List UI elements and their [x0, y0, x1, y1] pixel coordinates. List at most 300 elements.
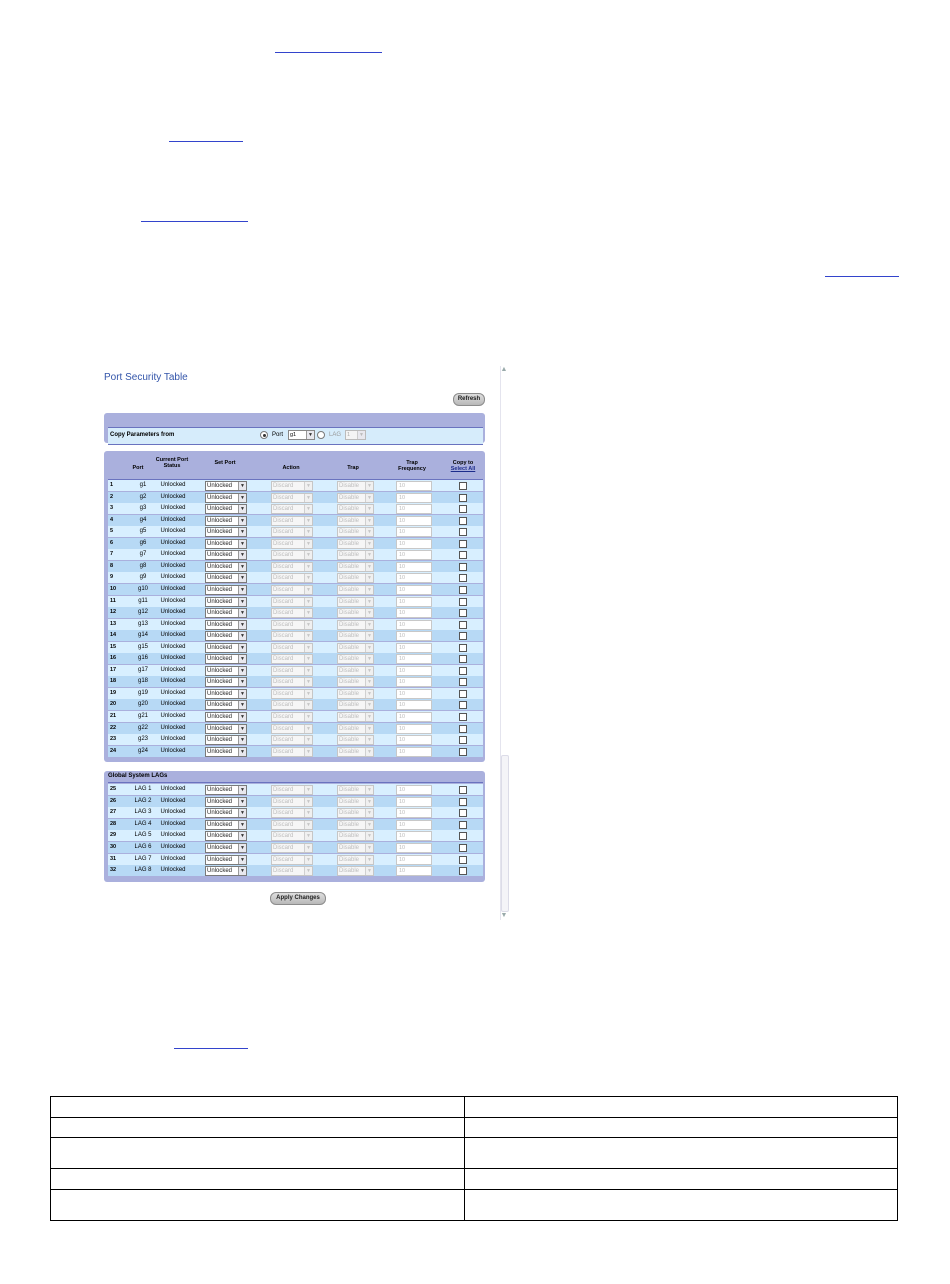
trap-value: Disable [339, 821, 360, 828]
copy-to-checkbox[interactable] [459, 482, 467, 490]
trap-frequency-input[interactable]: 10 [396, 677, 432, 687]
header-current-port-status: Current Port Status [155, 457, 189, 469]
chevron-down-icon: ▼ [238, 678, 246, 686]
action-select[interactable] [271, 573, 313, 583]
trap-frequency-input[interactable]: 10 [396, 735, 432, 745]
copy-to-checkbox[interactable] [459, 655, 467, 663]
set-port-select[interactable] [205, 527, 247, 537]
set-port-select[interactable] [205, 785, 247, 795]
trap-frequency-input[interactable]: 10 [396, 666, 432, 676]
trap-select[interactable] [337, 666, 374, 676]
trap-frequency-input[interactable]: 10 [396, 620, 432, 630]
table-row [108, 665, 483, 676]
action-select[interactable] [271, 493, 313, 503]
action-select[interactable] [271, 712, 313, 722]
chevron-down-icon: ▼ [365, 798, 373, 806]
chevron-down-icon: ▼ [365, 786, 373, 794]
current-port-status: Unlocked [160, 797, 186, 804]
action-value: Discard [273, 575, 294, 582]
copy-to-checkbox[interactable] [459, 821, 467, 829]
trap-select[interactable] [337, 493, 374, 503]
chevron-down-icon: ▼ [365, 551, 373, 559]
action-select[interactable] [271, 631, 313, 641]
trap-select[interactable] [337, 855, 374, 865]
table-row [108, 526, 483, 537]
action-value: Discard [273, 714, 294, 720]
trap-frequency-input[interactable]: 10 [396, 527, 432, 537]
copy-to-checkbox[interactable] [459, 786, 467, 794]
row-number: 2 [110, 493, 114, 500]
set-port-select[interactable] [205, 631, 247, 641]
row-number: 14 [110, 632, 117, 639]
copy-to-checkbox[interactable] [459, 667, 467, 675]
row-number: 27 [110, 809, 117, 816]
trap-select[interactable] [337, 843, 374, 853]
action-select[interactable] [271, 643, 313, 653]
set-port-select[interactable] [205, 539, 247, 549]
trap-select[interactable] [337, 808, 374, 818]
chevron-down-icon: ▼ [304, 574, 312, 582]
set-port-select[interactable] [205, 843, 247, 853]
action-select[interactable] [271, 620, 313, 630]
table-row [51, 1118, 898, 1138]
current-port-status: Unlocked [160, 747, 186, 754]
set-port-value: Unlocked [207, 586, 233, 593]
trap-select[interactable] [337, 550, 374, 560]
action-value: Discard [273, 633, 294, 640]
row-number: 15 [110, 643, 117, 650]
chevron-down-icon: ▼ [365, 736, 373, 744]
chevron-down-icon: ▼ [304, 551, 312, 559]
port-name: LAG 3 [134, 809, 152, 816]
chevron-down-icon: ▼ [304, 786, 312, 794]
trap-frequency-input[interactable]: 10 [396, 843, 432, 853]
trap-frequency-input[interactable]: 10 [396, 481, 432, 491]
table-row [108, 734, 483, 745]
set-port-select[interactable] [205, 597, 247, 607]
action-select[interactable] [271, 562, 313, 572]
doc-link-3[interactable] [141, 221, 248, 222]
trap-select[interactable] [337, 597, 374, 607]
trap-value: Disable [339, 714, 360, 720]
header-trap: Trap [347, 465, 359, 471]
trap-select[interactable] [337, 820, 374, 830]
current-port-status: Unlocked [160, 786, 186, 792]
set-port-select[interactable] [205, 724, 247, 734]
action-select[interactable] [271, 516, 313, 526]
set-port-select[interactable] [205, 504, 247, 514]
trap-select[interactable] [337, 724, 374, 734]
action-select[interactable] [271, 539, 313, 549]
action-value: Discard [273, 656, 294, 663]
table-cell [465, 1190, 898, 1221]
select-all-link[interactable]: Select All [450, 466, 476, 472]
copy-lag-label: LAG [329, 432, 342, 438]
current-port-status: Unlocked [160, 689, 186, 696]
chevron-down-icon: ▼ [304, 494, 312, 502]
action-select[interactable] [271, 550, 313, 560]
trap-frequency-input[interactable]: 10 [396, 608, 432, 618]
copy-to-checkbox[interactable] [459, 505, 467, 513]
trap-frequency-input[interactable]: 10 [396, 797, 432, 807]
row-number: 16 [110, 655, 117, 662]
action-select[interactable] [271, 654, 313, 664]
table-row [108, 723, 483, 734]
refresh-button[interactable]: Refresh [453, 393, 485, 406]
copy-to-checkbox[interactable] [459, 701, 467, 709]
set-port-value: Unlocked [207, 575, 233, 582]
copy-lag-value: 1 [347, 432, 351, 438]
chevron-down-icon: ▼ [304, 844, 312, 852]
port-name: g24 [137, 747, 148, 754]
action-select[interactable] [271, 747, 313, 757]
current-port-status: Unlocked [160, 701, 186, 708]
action-select[interactable] [271, 855, 313, 865]
apply-changes-button[interactable]: Apply Changes [270, 892, 326, 905]
set-port-select[interactable] [205, 666, 247, 676]
trap-select[interactable] [337, 504, 374, 514]
action-select[interactable] [271, 608, 313, 618]
trap-select[interactable] [337, 797, 374, 807]
copy-from-port-radio[interactable] [260, 431, 268, 439]
trap-select[interactable] [337, 785, 374, 795]
action-value: Discard [273, 586, 294, 593]
scrollbar-thumb[interactable] [501, 755, 509, 912]
set-port-select[interactable] [205, 747, 247, 757]
set-port-select[interactable] [205, 855, 247, 865]
chevron-down-icon: ▼ [304, 678, 312, 686]
copy-to-checkbox[interactable] [459, 748, 467, 756]
trap-frequency-input[interactable]: 10 [396, 573, 432, 583]
trap-frequency-input[interactable]: 10 [396, 689, 432, 699]
chevron-down-icon: ▼ [304, 505, 312, 513]
chevron-down-icon: ▼ [238, 690, 246, 698]
chevron-down-icon: ▼ [238, 725, 246, 733]
trap-frequency-input[interactable]: 10 [396, 516, 432, 526]
set-port-value: Unlocked [207, 821, 233, 828]
table-row [108, 492, 483, 503]
trap-frequency-input[interactable]: 10 [396, 643, 432, 653]
copy-to-checkbox[interactable] [459, 690, 467, 698]
action-select[interactable] [271, 831, 313, 841]
trap-frequency-input[interactable]: 10 [396, 562, 432, 572]
trap-frequency-input[interactable]: 10 [396, 747, 432, 757]
set-port-select[interactable] [205, 797, 247, 807]
trap-select[interactable] [337, 608, 374, 618]
row-number: 22 [110, 724, 117, 731]
set-port-select[interactable] [205, 481, 247, 491]
chevron-down-icon: ▼ [238, 540, 246, 548]
set-port-select[interactable] [205, 689, 247, 699]
port-name: g16 [137, 655, 148, 662]
action-value: Discard [273, 702, 294, 709]
action-select[interactable] [271, 481, 313, 491]
chevron-down-icon: ▼ [304, 821, 312, 829]
action-select[interactable] [271, 843, 313, 853]
chevron-down-icon: ▼ [365, 678, 373, 686]
lag-section-title: Global System LAGs [108, 773, 483, 783]
trap-frequency-input[interactable]: 10 [396, 831, 432, 841]
action-select[interactable] [271, 866, 313, 876]
chevron-down-icon: ▼ [238, 517, 246, 525]
current-port-status: Unlocked [160, 724, 186, 731]
action-value: Discard [273, 798, 294, 805]
copy-to-checkbox[interactable] [459, 867, 467, 875]
set-port-select[interactable] [205, 700, 247, 710]
action-select[interactable] [271, 689, 313, 699]
action-select[interactable] [271, 585, 313, 595]
copy-to-checkbox[interactable] [459, 563, 467, 571]
trap-frequency-input[interactable]: 10 [396, 808, 432, 818]
action-value: Discard [273, 563, 294, 570]
trap-value: Disable [339, 633, 360, 640]
port-name: LAG 8 [134, 867, 152, 874]
set-port-value: Unlocked [207, 552, 233, 559]
trap-frequency-input[interactable]: 10 [396, 504, 432, 514]
trap-select[interactable] [337, 585, 374, 595]
trap-frequency-input[interactable]: 10 [396, 585, 432, 595]
trap-frequency-input[interactable]: 10 [396, 820, 432, 830]
scroll-up-icon[interactable]: ▲ [500, 366, 508, 373]
chevron-down-icon: ▼ [304, 667, 312, 675]
copy-port-label: Port [272, 432, 284, 438]
trap-frequency-input[interactable]: 10 [396, 785, 432, 795]
copy-to-checkbox[interactable] [459, 632, 467, 640]
doc-link-5[interactable] [174, 1048, 248, 1049]
set-port-value: Unlocked [207, 610, 233, 617]
trap-select[interactable] [337, 631, 374, 641]
chevron-down-icon: ▼ [306, 431, 314, 439]
copy-to-checkbox[interactable] [459, 517, 467, 525]
copy-to-checkbox[interactable] [459, 609, 467, 617]
row-number: 9 [110, 574, 114, 581]
set-port-value: Unlocked [207, 540, 233, 547]
trap-select[interactable] [337, 712, 374, 722]
chevron-down-icon: ▼ [238, 563, 246, 571]
chevron-down-icon: ▼ [365, 655, 373, 663]
trap-select[interactable] [337, 735, 374, 745]
port-name: g3 [139, 505, 147, 512]
trap-frequency-input[interactable]: 10 [396, 631, 432, 641]
chevron-down-icon: ▼ [304, 517, 312, 525]
set-port-select[interactable] [205, 712, 247, 722]
copy-lag-select[interactable] [345, 430, 366, 440]
current-port-status: Unlocked [160, 655, 186, 662]
chevron-down-icon: ▼ [365, 586, 373, 594]
trap-select[interactable] [337, 831, 374, 841]
set-port-select[interactable] [205, 808, 247, 818]
copy-parameters-label: Copy Parameters from [110, 432, 175, 438]
set-port-select[interactable] [205, 677, 247, 687]
port-name: g15 [137, 643, 148, 650]
set-port-select[interactable] [205, 866, 247, 876]
table-row [108, 807, 483, 818]
chevron-down-icon: ▼ [304, 482, 312, 490]
row-number: 11 [110, 597, 116, 604]
copy-to-checkbox[interactable] [459, 551, 467, 559]
trap-frequency-input[interactable]: 10 [396, 539, 432, 549]
action-select[interactable] [271, 735, 313, 745]
chevron-down-icon: ▼ [304, 598, 312, 606]
trap-select[interactable] [337, 539, 374, 549]
copy-to-checkbox[interactable] [459, 798, 467, 806]
row-number: 6 [110, 539, 114, 546]
action-value: Discard [273, 644, 294, 651]
copy-to-checkbox[interactable] [459, 644, 467, 652]
set-port-select[interactable] [205, 643, 247, 653]
copy-to-checkbox[interactable] [459, 678, 467, 686]
copy-to-checkbox[interactable] [459, 494, 467, 502]
current-port-status: Unlocked [160, 678, 186, 685]
set-port-select[interactable] [205, 654, 247, 664]
trap-frequency-input[interactable]: 10 [396, 712, 432, 722]
copy-to-checkbox[interactable] [459, 574, 467, 582]
action-select[interactable] [271, 666, 313, 676]
table-row [108, 746, 483, 757]
chevron-down-icon: ▼ [357, 431, 365, 439]
table-row [108, 607, 483, 618]
trap-select[interactable] [337, 516, 374, 526]
chevron-down-icon: ▼ [304, 609, 312, 617]
set-port-value: Unlocked [207, 845, 233, 851]
trap-value: Disable [339, 810, 360, 817]
copy-from-lag-radio[interactable] [317, 431, 325, 439]
trap-select[interactable] [337, 481, 374, 491]
copy-to-checkbox[interactable] [459, 844, 467, 852]
action-select[interactable] [271, 785, 313, 795]
copy-to-checkbox[interactable] [459, 621, 467, 629]
row-number: 20 [110, 701, 117, 708]
copy-to-checkbox[interactable] [459, 809, 467, 817]
action-select[interactable] [271, 677, 313, 687]
trap-select[interactable] [337, 643, 374, 653]
trap-select[interactable] [337, 654, 374, 664]
chevron-down-icon: ▼ [365, 517, 373, 525]
trap-select[interactable] [337, 689, 374, 699]
copy-to-checkbox[interactable] [459, 713, 467, 721]
trap-frequency-input[interactable]: 10 [396, 724, 432, 734]
scroll-down-icon[interactable]: ▼ [500, 912, 508, 919]
action-select[interactable] [271, 700, 313, 710]
trap-value: Disable [339, 506, 360, 513]
set-port-select[interactable] [205, 608, 247, 618]
set-port-select[interactable] [205, 493, 247, 503]
copy-to-checkbox[interactable] [459, 856, 467, 864]
set-port-select[interactable] [205, 516, 247, 526]
trap-value: Disable [339, 833, 360, 840]
action-value: Discard [273, 690, 294, 697]
chevron-down-icon: ▼ [304, 690, 312, 698]
set-port-select[interactable] [205, 831, 247, 841]
trap-select[interactable] [337, 562, 374, 572]
set-port-select[interactable] [205, 620, 247, 630]
copy-to-checkbox[interactable] [459, 832, 467, 840]
copy-to-checkbox[interactable] [459, 736, 467, 744]
port-table-panel [104, 451, 485, 762]
doc-link-1[interactable] [275, 52, 382, 53]
action-select[interactable] [271, 797, 313, 807]
set-port-select[interactable] [205, 585, 247, 595]
trap-frequency-input[interactable]: 10 [396, 654, 432, 664]
current-port-status: Unlocked [160, 844, 186, 850]
trap-select[interactable] [337, 866, 374, 876]
port-name: g19 [137, 689, 148, 696]
chevron-down-icon: ▼ [304, 832, 312, 840]
trap-value: Disable [339, 787, 360, 793]
action-select[interactable] [271, 504, 313, 514]
trap-value: Disable [339, 540, 360, 547]
action-select[interactable] [271, 527, 313, 537]
trap-value: Disable [339, 563, 360, 570]
action-select[interactable] [271, 820, 313, 830]
chevron-down-icon: ▼ [238, 798, 246, 806]
action-select[interactable] [271, 808, 313, 818]
trap-select[interactable] [337, 700, 374, 710]
trap-value: Disable [339, 529, 360, 536]
set-port-select[interactable] [205, 562, 247, 572]
trap-frequency-input[interactable]: 10 [396, 493, 432, 503]
action-select[interactable] [271, 597, 313, 607]
doc-link-2[interactable] [169, 141, 243, 142]
copy-to-checkbox[interactable] [459, 598, 467, 606]
port-name: LAG 5 [134, 832, 152, 839]
table-row [108, 561, 483, 572]
action-select[interactable] [271, 724, 313, 734]
set-port-select[interactable] [205, 550, 247, 560]
port-name: g5 [139, 528, 147, 535]
port-name: g23 [137, 736, 148, 743]
table-row [108, 796, 483, 807]
set-port-value: Unlocked [207, 798, 233, 805]
trap-select[interactable] [337, 573, 374, 583]
trap-select[interactable] [337, 620, 374, 630]
action-value: Discard [273, 737, 294, 744]
port-name: g11 [138, 597, 148, 604]
table-cell [51, 1097, 465, 1118]
trap-frequency-input[interactable]: 10 [396, 597, 432, 607]
trap-select[interactable] [337, 747, 374, 757]
trap-frequency-input[interactable]: 10 [396, 550, 432, 560]
doc-link-4[interactable] [825, 276, 899, 277]
chevron-down-icon: ▼ [304, 655, 312, 663]
port-name: g13 [137, 620, 148, 627]
row-number: 4 [110, 516, 114, 523]
set-port-select[interactable] [205, 820, 247, 830]
trap-frequency-input[interactable]: 10 [396, 866, 432, 876]
set-port-value: Unlocked [207, 529, 233, 536]
set-port-select[interactable] [205, 735, 247, 745]
chevron-down-icon: ▼ [365, 748, 373, 756]
chevron-down-icon: ▼ [238, 856, 246, 864]
trap-frequency-input[interactable]: 10 [396, 855, 432, 865]
copy-to-checkbox[interactable] [459, 586, 467, 594]
table-row [108, 538, 483, 549]
trap-select[interactable] [337, 527, 374, 537]
set-port-select[interactable] [205, 573, 247, 583]
trap-frequency-input[interactable]: 10 [396, 700, 432, 710]
copy-to-checkbox[interactable] [459, 540, 467, 548]
table-row [108, 584, 483, 595]
table-row [108, 503, 483, 514]
set-port-value: Unlocked [207, 833, 233, 840]
action-value: Discard [273, 725, 294, 732]
copy-parameters-row [108, 427, 483, 445]
copy-to-checkbox[interactable] [459, 528, 467, 536]
trap-select[interactable] [337, 677, 374, 687]
copy-port-select[interactable] [288, 430, 315, 440]
row-number: 7 [110, 551, 114, 558]
copy-to-checkbox[interactable] [459, 725, 467, 733]
